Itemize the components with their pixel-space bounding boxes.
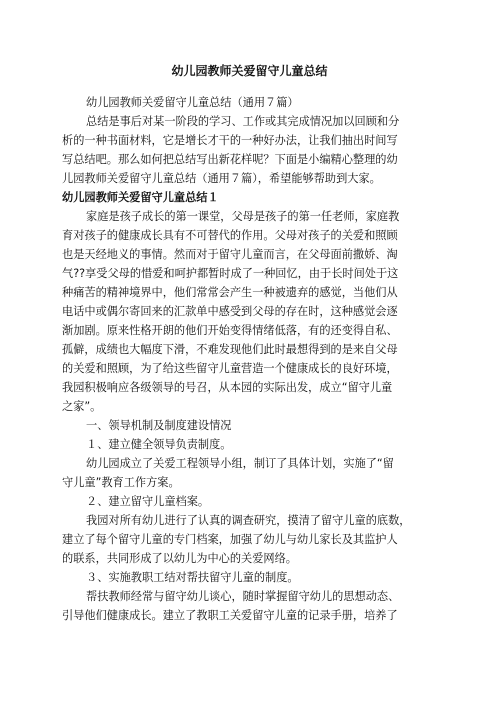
section-heading: 幼儿园教师关爱留守儿童总结１ bbox=[62, 191, 219, 204]
paragraph-line: 引导他们健康成长。建立了教职工关爱留守儿童的记录手册，培养了 bbox=[62, 609, 398, 622]
paragraph-line: 我园对所有幼儿进行了认真的调查研究，摸清了留守儿童的底数， bbox=[86, 514, 411, 527]
paragraph-line: 建立了每个留守儿童的专门档案，加强了幼儿与幼儿家长及其监护人 bbox=[62, 533, 398, 546]
subsection-heading: ３、实施教职工结对帮扶留守儿童的制度。 bbox=[86, 571, 299, 584]
subsection-heading: １、建立健全领导负责制度。 bbox=[86, 438, 232, 451]
paragraph-line: 育对孩子的健康成长具有不可替代的作用。父母对孩子的关爱和照顾 bbox=[62, 229, 398, 242]
paragraph-line: 孤僻，成绩也大幅度下滑，不难发现他们此时最想得到的是来自父母 bbox=[62, 343, 398, 356]
subtitle-line: 幼儿园教师关爱留守儿童总结（通用７篇） bbox=[86, 96, 299, 109]
paragraph-line: 的联系，共同形成了以幼儿为中心的关爱网络。 bbox=[62, 552, 297, 565]
paragraph-line: 写总结吧。那么如何把总结写出新花样呢？下面是小编精心整理的幼 bbox=[62, 153, 398, 166]
paragraph-line: 总结是事后对某一阶段的学习、工作或其完成情况加以回顾和分 bbox=[86, 115, 400, 128]
paragraph-line: 幼儿园成立了关爱工程领导小组，制订了具体计划，实施了“留 bbox=[86, 457, 394, 470]
paragraph-line: 的关爱和照顾，为了给这些留守儿童营造一个健康成长的良好环境， bbox=[62, 362, 398, 375]
paragraph-line: 也是天经地义的事情。然而对于留守儿童而言，在父母面前撒娇、淘 bbox=[62, 248, 398, 261]
paragraph-line: 守儿童”教育工作方案。 bbox=[62, 476, 180, 489]
paragraph-line: 之家”。 bbox=[62, 400, 102, 413]
section-heading: 一、领导机制及制度建设情况 bbox=[86, 419, 232, 432]
paragraph-line: 儿园教师关爱留守儿童总结（通用７篇），希望能够帮助到大家。 bbox=[62, 172, 381, 185]
paragraph-line: 电话中或偶尔寄回来的汇款单中感受到父母的存在时，这种感觉会逐 bbox=[62, 305, 398, 318]
paragraph-line: 渐加剧。原来性格开朗的他们开始变得情绪低落，有的还变得自私、 bbox=[62, 324, 398, 337]
paragraph-line: 气??享受父母的惜爱和呵护都暂时成了一种回忆，由于长时间处于这 bbox=[62, 267, 399, 280]
paragraph-line: 帮扶教师经常与留守幼儿谈心，随时掌握留守幼儿的思想动态、 bbox=[86, 590, 400, 603]
paragraph-line: 我园积极响应各级领导的号召，从本园的实际出发，成立“留守儿童 bbox=[62, 381, 393, 394]
document-title: 幼儿园教师关爱留守儿童总结 bbox=[171, 64, 328, 78]
subsection-heading: ２、建立留守儿童档案。 bbox=[86, 495, 210, 508]
paragraph-line: 家庭是孩子成长的第一课堂，父母是孩子的第一任老师，家庭教 bbox=[86, 210, 400, 223]
paragraph-line: 析的一种书面材料，它是增长才干的一种好办法，让我们抽出时间写 bbox=[62, 134, 398, 147]
paragraph-line: 种痛苦的精神境界中，他们常常会产生一种被遗弃的感觉，当他们从 bbox=[62, 286, 398, 299]
